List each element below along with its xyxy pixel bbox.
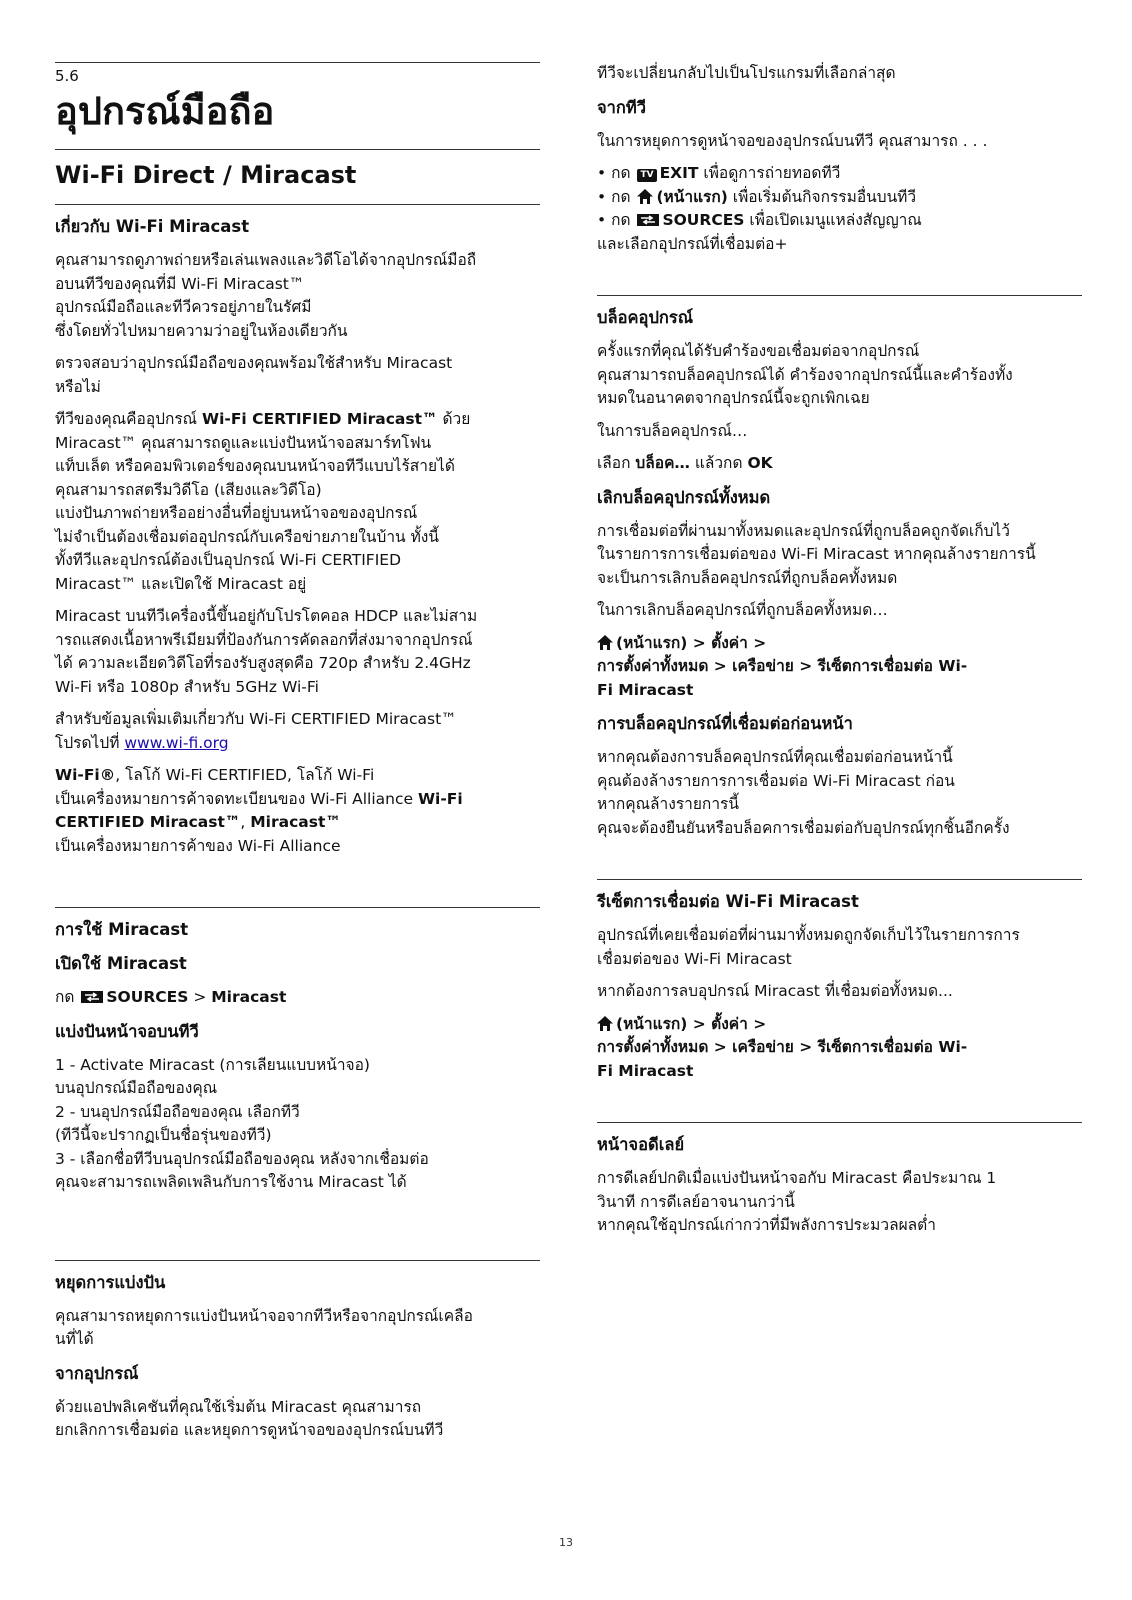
unblock-paragraph-1: การเชื่อมต่อที่ผ่านมาทั้งหมดและอุปกรณ์ที่ถูกบล็อคถูกจัดเก็บไว้ ในรายการการเชื่อมต่อของ Wi-Fi Miracast หากคุณล้างรายการนี้ จะเป็นการเลิกบล็อคอุปกรณ์ที่ถูกบล็อคทั้งหมด — [597, 521, 1036, 587]
delay-paragraph: การดีเลย์ปกติเมื่อแบ่งปันหน้าจอกับ Miracast คือประมาณ 1 วินาที การดีเลย์อาจนานกว่านี้ หากคุณใช้อุปกรณ์เก่ากว่าที่มีพลังการประมวลผลต่ำ — [597, 1169, 997, 1234]
left-column — [55, 62, 540, 1452]
use-heading: การใช้ Miracast — [55, 920, 189, 939]
stop-heading: หยุดการแบ่งปัน — [55, 1272, 166, 1292]
home-icon — [597, 1016, 613, 1031]
right-column — [597, 62, 1082, 1247]
block-paragraph-3: เลือก บล็อค… แล้วกด OK — [597, 454, 773, 472]
chapter-title: อุปกรณ์มือถือ — [55, 89, 275, 133]
block-heading: บล็อคอุปกรณ์ — [597, 308, 694, 327]
use-rule — [55, 907, 540, 908]
from-device-continued: ทีวีจะเปลี่ยนกลับไปเป็นโปรแกรมที่เลือกล่าสุด — [597, 64, 896, 82]
reset-heading: รีเซ็ตการเชื่อมต่อ Wi-Fi Miracast — [597, 892, 859, 911]
section-number: 5.6 — [55, 67, 79, 85]
unblock-paragraph-2: ในการเลิกบล็อคอุปกรณ์ที่ถูกบล็อคทั้งหมด… — [597, 601, 888, 619]
reset-menu-path: (หน้าแรก) > ตั้งค่า > การตั้งค่าทั้งหมด > เครือข่าย > รีเซ็ตการเชื่อมต่อ Wi- Fi Miracast — [597, 1014, 968, 1080]
sources-icon — [81, 990, 103, 1004]
from-device-heading: จากอุปกรณ์ — [55, 1363, 139, 1383]
about-heading: เกี่ยวกับ Wi-Fi Miracast — [55, 217, 250, 236]
reset-paragraph-1: อุปกรณ์ที่เคยเชื่อมต่อที่ผ่านมาทั้งหมดถูกจัดเก็บไว้ในรายการการ เชื่อมต่อของ Wi-Fi Miracast — [597, 926, 1020, 968]
chapter-rule — [55, 149, 540, 150]
wifi-org-link[interactable]: www.wi-fi.org — [124, 733, 229, 752]
block-paragraph-1: ครั้งแรกที่คุณได้รับคำร้องขอเชื่อมต่อจากอุปกรณ์ คุณสามารถบล็อคอุปกรณ์ได้ คำร้องจากอุปกรณ์นี้และคำร้องทั้ง หมดในอนาคตจากอุปกรณ์นี้จะถูกเพิกเฉย — [597, 342, 1013, 407]
stop-rule — [55, 1260, 540, 1261]
home-icon — [637, 189, 653, 204]
share-heading: แบ่งปันหน้าจอบนทีวี — [55, 1021, 199, 1041]
page-number: 13 — [559, 1536, 573, 1549]
sources-icon — [637, 213, 659, 227]
share-steps: 1 - Activate Miracast (การเลียนแบบหน้าจอ) บนอุปกรณ์มือถือของคุณ 2 - บนอุปกรณ์มือถือของคุณ เลือกทีวี (ทีวีนี้จะปรากฏเป็นชื่อรุ่นของทีวี) 3 - เลือกชื่อทีวีบนอุปกรณ์มือถือของคุณ หลังจากเชื่อมต่อ คุณจะสามารถเพลิดเพลินกับการใช้งาน Miracast ได้ — [55, 1055, 429, 1191]
home-icon — [597, 635, 613, 650]
block-previous-heading: การบล็อคอุปกรณ์ที่เชื่อมต่อก่อนหน้า — [597, 714, 853, 733]
delay-rule — [597, 1122, 1082, 1123]
block-rule — [597, 295, 1082, 296]
tv-icon: TV — [637, 169, 656, 182]
from-tv-bullets: • กด TV EXIT เพื่อดูการถ่ายทอดทีวี • กด (หน้าแรก) เพื่อเริ่มต้นกิจกรรมอื่นบนทีวี • กด SOURCES เพื่อเปิดเมนูแหล่งสัญญาณ และเลือกอุปกรณ์ที่เชื่อมต่อ+ — [597, 164, 922, 253]
reset-paragraph-2: หากต้องการลบอุปกรณ์ Miracast ที่เชื่อมต่อทั้งหมด... — [597, 982, 953, 1000]
from-device-paragraph: ด้วยแอปพลิเคชันที่คุณใช้เริ่มต้น Miracast คุณสามารถ ยกเลิกการเชื่อมต่อ และหยุดการดูหน้าจอของอุปกรณ์บนทีวี — [55, 1397, 444, 1439]
about-paragraph-2: ตรวจสอบว่าอุปกรณ์มือถือของคุณพร้อมใช้สำหรับ Miracast หรือไม่ — [55, 354, 453, 396]
stop-paragraph: คุณสามารถหยุดการแบ่งปันหน้าจอจากทีวีหรือจากอุปกรณ์เคลือ นที่ได้ — [55, 1306, 473, 1348]
about-paragraph-4: Miracast บนทีวีเครื่องนี้ขึ้นอยู่กับโปรโตคอล HDCP และไม่สาม ารถแสดงเนื้อหาพรีเมียมที่ป้องกันการคัดลอกที่ส่งมาจากอุปกรณ์ ได้ ความละเอียดวิดีโอที่รองรับสูงสุดคือ 720p สำหรับ 2.4GHz Wi-Fi หรือ 1080p สำหรับ 5GHz Wi-Fi — [55, 607, 478, 696]
switch-on-path: กด SOURCES > Miracast — [55, 988, 287, 1006]
unblock-menu-path: (หน้าแรก) > ตั้งค่า > การตั้งค่าทั้งหมด > เครือข่าย > รีเซ็ตการเชื่อมต่อ Wi- Fi Miracast — [597, 633, 968, 699]
section-title: Wi-Fi Direct / Miracast — [55, 161, 357, 189]
about-paragraph-6: Wi-Fi®, โลโก้ Wi-Fi CERTIFIED, โลโก้ Wi-Fi เป็นเครื่องหมายการค้าจดทะเบียนของ Wi-Fi Alliance Wi-Fi CERTIFIED Miracast™, Miracast™ เป็นเครื่องหมายการค้าของ Wi-Fi Alliance — [55, 766, 463, 855]
block-previous-paragraph: หากคุณต้องการบล็อคอุปกรณ์ที่คุณเชื่อมต่อก่อนหน้านี้ คุณต้องล้างรายการการเชื่อมต่อ Wi-Fi Miracast ก่อน หากคุณล้างรายการนี้ คุณจะต้องยืนยันหรือบล็อคการเชื่อมต่อกับอุปกรณ์ทุกชิ้นอีกครั้ง — [597, 748, 1010, 837]
unblock-heading: เลิกบล็อคอุปกรณ์ทั้งหมด — [597, 487, 771, 507]
from-tv-heading: จากทีวี — [597, 97, 647, 117]
delay-heading: หน้าจอดีเลย์ — [597, 1135, 685, 1154]
about-paragraph-1: คุณสามารถดูภาพถ่ายหรือเล่นเพลงและวิดีโอได้จากอุปกรณ์มือถื อบนทีวีของคุณที่มี Wi-Fi Miracast™ อุปกรณ์มือถือและทีวีควรอยู่ภายในรัศมี ซึ่งโดยทั่วไปหมายความว่าอยู่ในห้องเดียวกัน — [55, 251, 477, 340]
block-paragraph-2: ในการบล็อคอุปกรณ์… — [597, 421, 748, 440]
from-tv-intro: ในการหยุดการดูหน้าจอของอุปกรณ์บนทีวี คุณสามารถ . . . — [597, 131, 988, 150]
section-rule — [55, 204, 540, 205]
top-rule — [55, 62, 540, 63]
switch-on-heading: เปิดใช้ Miracast — [55, 954, 187, 973]
about-paragraph-5: สำหรับข้อมูลเพิ่มเติมเกี่ยวกับ Wi-Fi CERTIFIED Miracast™ โปรดไปที่ www.wi-fi.org — [55, 710, 457, 752]
reset-rule — [597, 879, 1082, 880]
about-paragraph-3: ทีวีของคุณคืออุปกรณ์ Wi-Fi CERTIFIED Miracast™ ด้วย Miracast™ คุณสามารถดูและแบ่งปันหน้าจอสมาร์ทโฟน แท็บเล็ต หรือคอมพิวเตอร์ของคุณบนหน้าจอทีวีแบบไร้สายได้ คุณสามารถสตรีมวิดีโอ (เสียงและวิดีโอ) แบ่งปันภาพถ่ายหรืออย่างอื่นที่อยู่บนหน้าจอของอุปกรณ์ ไม่จำเป็นต้องเชื่อมต่ออุปกรณ์กับเครือข่ายภายในบ้าน ทั้งนี้ ทั้งทีวีและอุปกรณ์ต้องเป็นอุปกรณ์ Wi-Fi CERTIFIED Miracast™ และเปิดใช้ Miracast อยู่ — [55, 410, 471, 593]
